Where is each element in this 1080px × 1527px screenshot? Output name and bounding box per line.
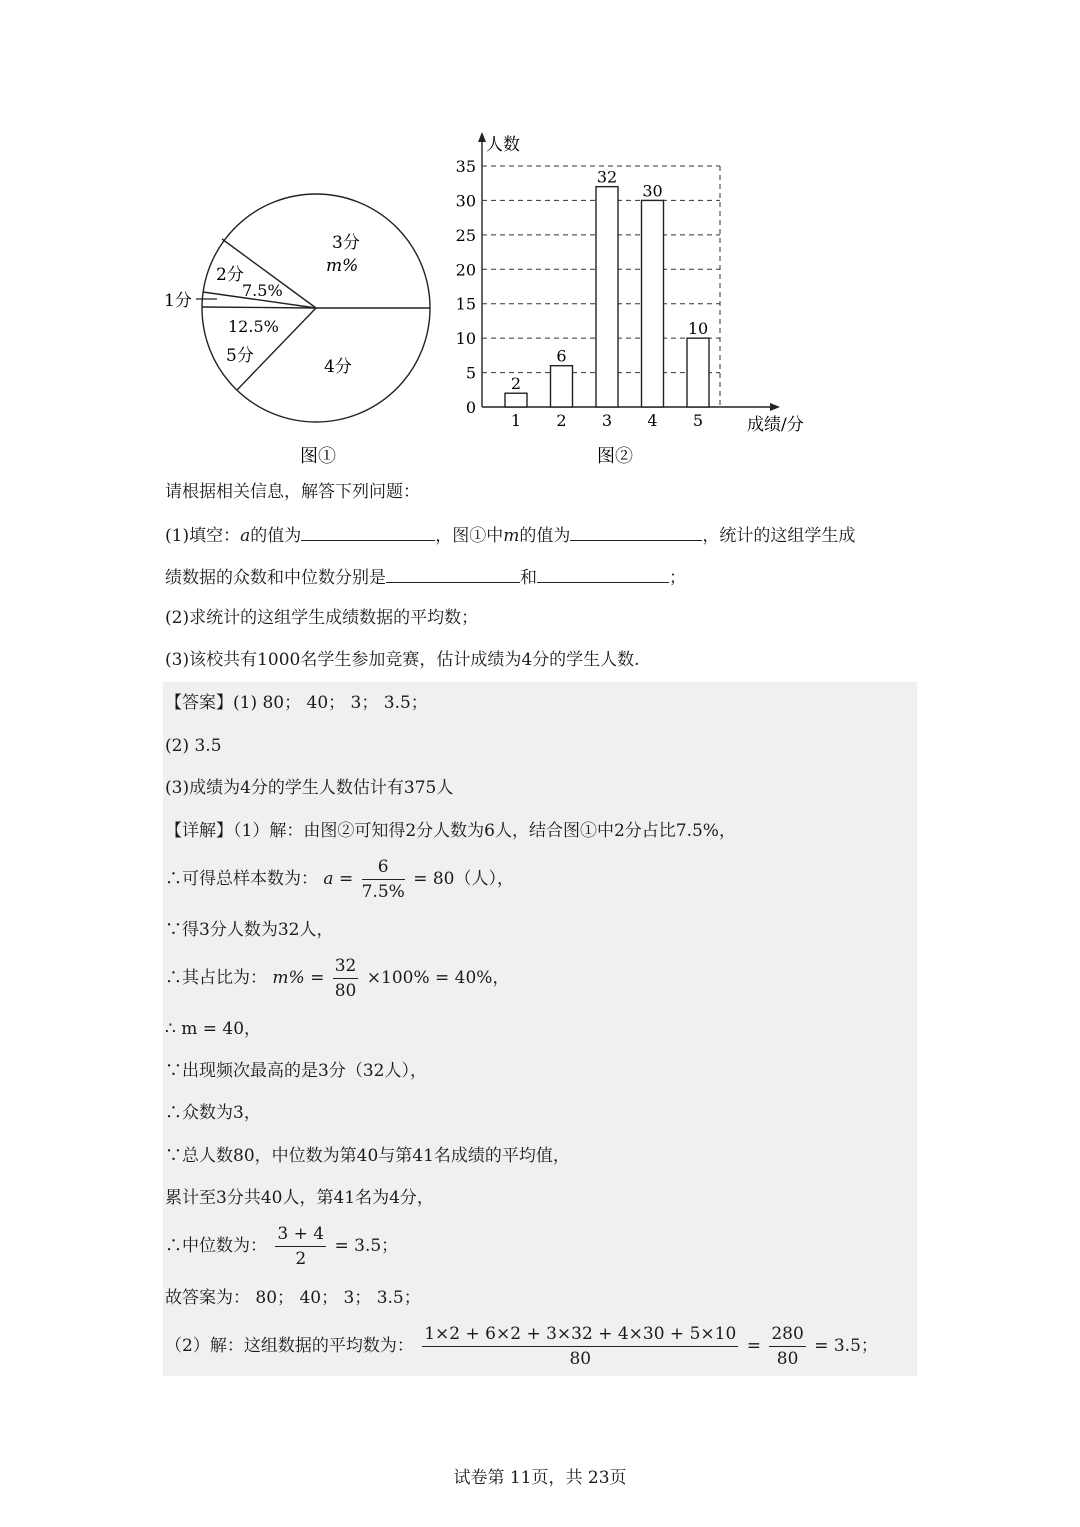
q1-part-b: 的值为 xyxy=(250,526,302,546)
blank-m-value[interactable] xyxy=(570,522,702,541)
question-intro: 请根据相关信息，解答下列问题： xyxy=(165,482,420,502)
answer-1: 【答案】(1) 80； 40； 3； 3.5； xyxy=(165,693,428,713)
fraction-median-denominator: 2 xyxy=(295,1249,307,1269)
answer-2: (2) 3.5 xyxy=(165,736,222,756)
bar-caption: 图② xyxy=(597,446,633,467)
detail-7: ∴众数为3， xyxy=(165,1103,261,1123)
fraction-mean-simplified-numerator: 280 xyxy=(769,1322,805,1347)
fraction-median-numerator: 3 + 4 xyxy=(275,1222,326,1247)
y-tick-label: 15 xyxy=(455,294,476,314)
x-tick-label: 3 xyxy=(601,411,613,430)
question-3: (3)该校共有1000名学生参加竞赛，估计成绩为4分的学生人数. xyxy=(165,650,640,670)
q1-part-a: (1)填空： xyxy=(165,526,241,546)
blank-a-value[interactable] xyxy=(301,522,435,541)
x-axis-label: 成绩/分 xyxy=(747,415,804,435)
detail-12-pre: （2）解：这组数据的平均数为： xyxy=(165,1336,414,1356)
detail-10 xyxy=(165,1222,398,1271)
pie-label-5: 5分 xyxy=(226,346,254,366)
q1-part-g: 和 xyxy=(520,568,537,588)
bar-5 xyxy=(687,338,709,407)
detail-5: ∴ m = 40， xyxy=(165,1019,262,1039)
bar-1 xyxy=(505,393,527,407)
fraction-m-denominator: 80 xyxy=(334,981,357,1001)
detail-6: ∵出现频次最高的是3分（32人）， xyxy=(165,1061,427,1081)
y-tick-label: 10 xyxy=(455,329,476,349)
fraction-m-numerator: 32 xyxy=(333,954,359,979)
y-tick-label: 35 xyxy=(455,157,476,176)
fraction-median xyxy=(275,1222,326,1271)
y-tick-label: 0 xyxy=(465,398,476,417)
pie-value-2: 7.5% xyxy=(242,281,283,300)
detail-4 xyxy=(165,954,509,1003)
x-tick-label: 1 xyxy=(510,411,522,430)
detail-12 xyxy=(165,1322,878,1371)
detail-9: 累计至3分共40人，第41名为4分， xyxy=(165,1188,434,1208)
q1-var-m: m xyxy=(503,526,520,546)
page-footer: 试卷第 11页，共 23页 xyxy=(453,1468,627,1488)
y-tick-label: 20 xyxy=(455,260,476,280)
figures-svg xyxy=(150,120,850,480)
question-2: (2)求统计的这组学生成绩数据的平均数； xyxy=(165,608,479,628)
fraction-mean-simplified-denominator: 80 xyxy=(776,1349,799,1369)
detail-10-pre: ∴中位数为： xyxy=(165,1236,267,1256)
detail-12-post: = 3.5； xyxy=(814,1336,878,1356)
q1-part-e: ，统计的这组学生成 xyxy=(702,526,856,546)
x-tick-label: 2 xyxy=(556,411,567,430)
pie-caption: 图① xyxy=(300,446,336,467)
bar-2 xyxy=(551,366,573,407)
q1-part-f: 绩数据的众数和中位数分别是 xyxy=(165,568,386,588)
fraction-m xyxy=(333,954,359,1003)
y-tick-label: 5 xyxy=(465,363,476,383)
fraction-mean-denominator: 80 xyxy=(569,1349,592,1369)
detail-4-lhs: m% = xyxy=(272,968,325,988)
blank-median[interactable] xyxy=(537,564,669,583)
fraction-a-denominator: 7.5% xyxy=(361,882,405,902)
q1-part-d: 的值为 xyxy=(519,526,571,546)
figures xyxy=(150,120,850,480)
detail-4-pre: ∴其占比为： xyxy=(165,968,267,988)
q1-var-a: a xyxy=(240,526,251,546)
detail-4-post: ×100% = 40%， xyxy=(366,968,510,988)
q1-part-h: ； xyxy=(669,568,686,588)
detail-12-eq: = xyxy=(746,1336,761,1356)
pie-label-2: 2分 xyxy=(216,265,244,285)
pie-chart xyxy=(164,194,430,467)
question-1-line-1 xyxy=(165,522,855,548)
detail-2-pre: ∴可得总样本数为： xyxy=(165,869,318,889)
detail-2 xyxy=(165,855,514,904)
detail-2-lhs: a = xyxy=(323,869,354,889)
detail-3: ∵得3分人数为32人， xyxy=(165,920,334,940)
fraction-a-numerator: 6 xyxy=(362,855,405,880)
q1-part-c: ，图①中 xyxy=(435,526,504,546)
bar-value-label: 2 xyxy=(510,374,522,394)
fraction-mean xyxy=(422,1322,738,1371)
answer-3: (3)成绩为4分的学生人数估计有375人 xyxy=(165,778,454,798)
y-tick-label: 30 xyxy=(455,191,476,211)
bar-value-label: 32 xyxy=(596,167,618,187)
detail-11: 故答案为： 80； 40； 3； 3.5； xyxy=(165,1288,421,1308)
fraction-mean-simplified xyxy=(769,1322,805,1371)
bar-value-label: 30 xyxy=(642,181,663,201)
bar-4 xyxy=(642,200,664,407)
blank-mode[interactable] xyxy=(386,564,520,583)
detail-1: 【详解】（1）解：由图②可知得2分人数为6人，结合图①中2分占比7.5%， xyxy=(165,821,736,841)
pie-value-5: 12.5% xyxy=(228,317,279,336)
x-tick-label: 4 xyxy=(647,411,658,430)
pie-label-4: 4分 xyxy=(324,357,352,377)
detail-2-post: = 80（人）， xyxy=(413,869,514,889)
fraction-mean-numerator: 1×2 + 6×2 + 3×32 + 4×30 + 5×10 xyxy=(422,1322,738,1347)
y-axis-label: 人数 xyxy=(486,135,520,155)
bar-chart xyxy=(456,132,804,467)
x-tick-label: 5 xyxy=(692,411,704,430)
fraction-a xyxy=(362,855,405,904)
pie-label-1: 1分 xyxy=(164,291,192,311)
x-axis-arrow xyxy=(770,403,780,411)
detail-8: ∵总人数80，中位数为第40与第41名成绩的平均值， xyxy=(165,1146,570,1166)
bar-value-label: 6 xyxy=(556,346,567,366)
pie-label-3: 3分 xyxy=(332,233,360,253)
pie-divider-1-5 xyxy=(202,307,316,308)
pie-value-3: m% xyxy=(326,256,359,276)
detail-10-post: = 3.5； xyxy=(334,1236,399,1256)
y-axis-arrow xyxy=(478,132,486,142)
bar-value-label: 10 xyxy=(687,319,709,339)
question-1-line-2 xyxy=(165,564,686,590)
y-tick-label: 25 xyxy=(455,225,476,245)
bar-3 xyxy=(596,187,618,407)
